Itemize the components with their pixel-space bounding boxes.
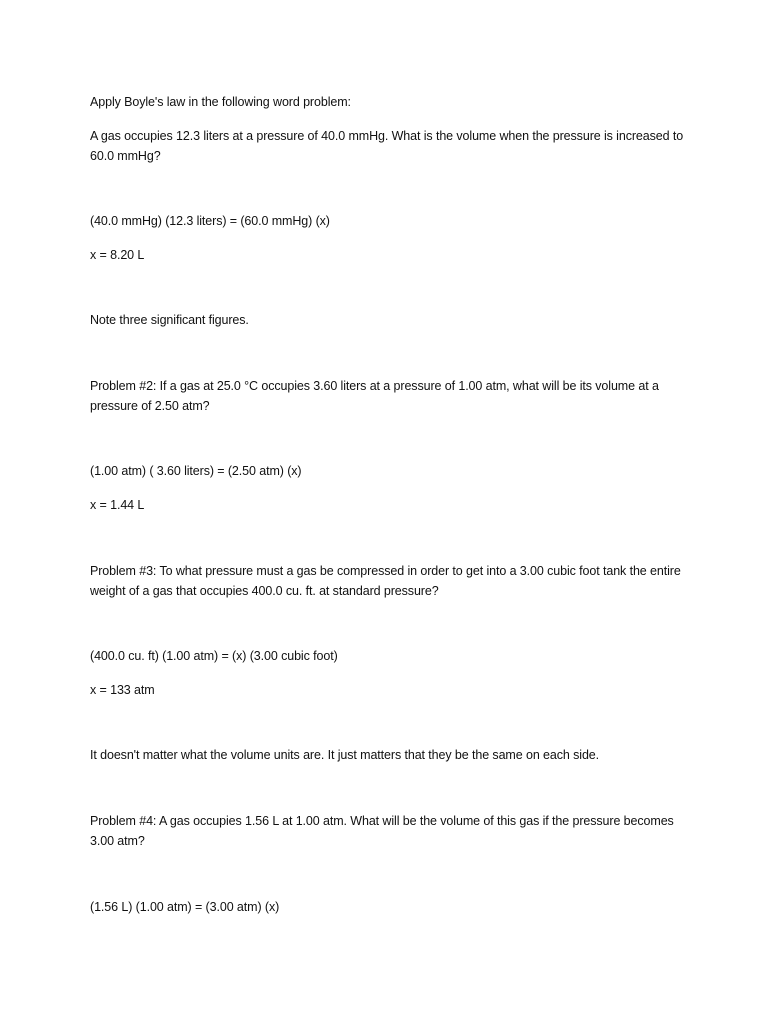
problem-1-text: A gas occupies 12.3 liters at a pressure of 40.0 mmHg. What is the volume when the pressure is increased to 60.0 mmHg? [90,129,684,163]
problem-2-equation: (1.00 atm) ( 3.60 liters) = (2.50 atm) (x) [90,464,302,478]
problem-4-text: Problem #4: A gas occupies 1.56 L at 1.00 atm. What will be the volume of this gas if the pressure becomes 3.00 atm? [90,814,674,848]
problem-3-equation: (400.0 cu. ft) (1.00 atm) = (x) (3.00 cubic foot) [90,649,338,663]
problem-4-equation: (1.56 L) (1.00 atm) = (3.00 atm) (x) [90,900,280,914]
problem-1-answer: x = 8.20 L [90,248,145,262]
problem-2-text: Problem #2: If a gas at 25.0 °C occupies 3.60 liters at a pressure of 1.00 atm, what will be its volume at a pressure of 2.50 atm? [90,379,659,413]
problem-2-answer: x = 1.44 L [90,498,145,512]
problem-1-equation: (40.0 mmHg) (12.3 liters) = (60.0 mmHg) (x) [90,214,330,228]
problem-3-text: Problem #3: To what pressure must a gas be compressed in order to get into a 3.00 cubic foot tank the entire weight of a gas that occupies 400.0 cu. ft. at standard pressure? [90,564,681,598]
intro-heading: Apply Boyle's law in the following word problem: [90,95,351,109]
problem-1-note: Note three significant figures. [90,313,249,327]
problem-3-note: It doesn't matter what the volume units are. It just matters that they be the same on each side. [90,748,600,762]
problem-3-answer: x = 133 atm [90,683,155,697]
